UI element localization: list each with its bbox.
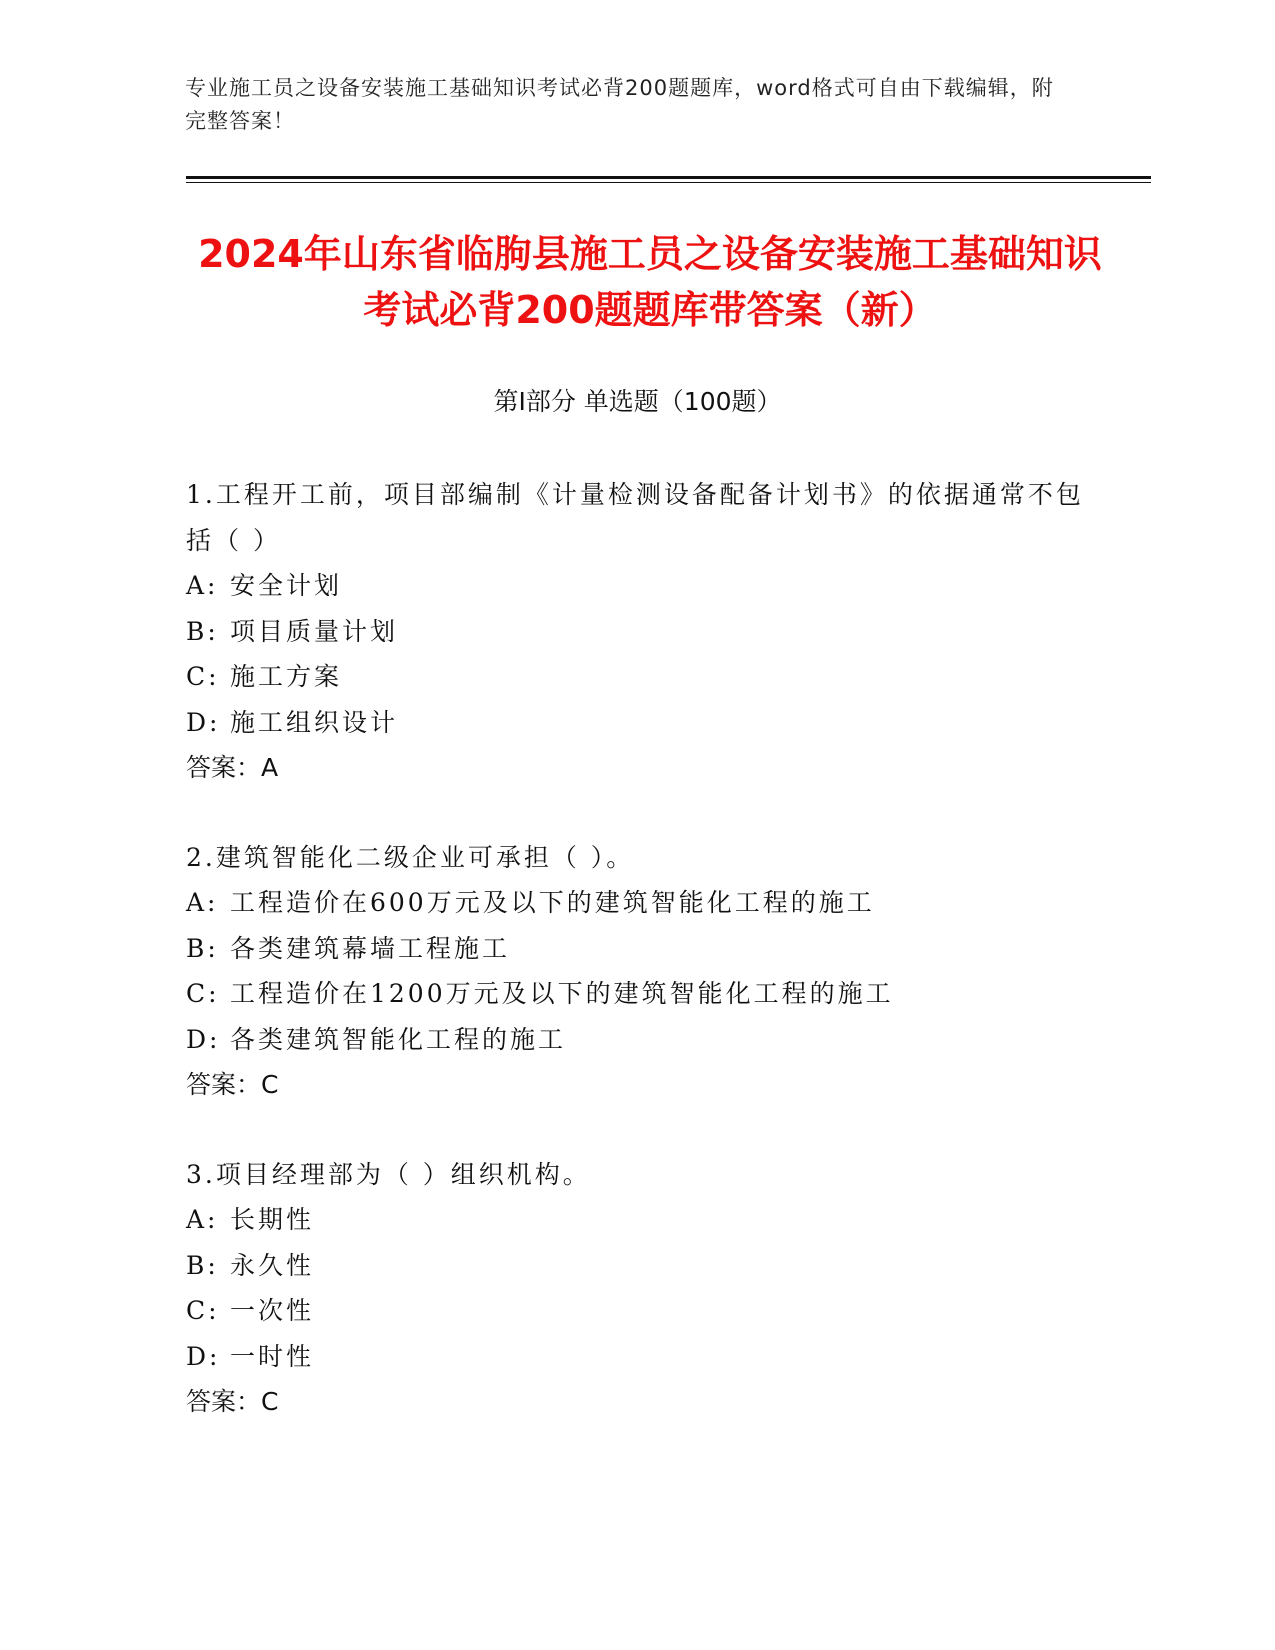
option-b [186,609,1086,655]
option-b [186,926,1086,972]
answer: 答案：C [186,1387,279,1416]
option-key: C: [186,1296,220,1325]
option-d [186,1334,1086,1380]
option-text: 各类建筑智能化工程的施工 [230,1024,567,1054]
section-title: 第Ⅰ部分 单选题（100题） [493,387,782,416]
option-d [186,700,1086,746]
option-text: 安全计划 [230,571,343,600]
option-key: A: [186,888,219,917]
option-d [186,1017,1086,1063]
option-key: C: [186,979,220,1008]
question-3 [186,1152,1086,1425]
header-rule-thin [186,182,1151,183]
question-stem: 2.建筑智能化二级企业可承担（ ）。 [186,842,635,872]
option-text: 长期性 [230,1205,315,1234]
header-rule-thick [186,176,1151,179]
option-a [186,1197,1086,1243]
option-text: 一时性 [230,1341,315,1371]
option-key: D: [186,707,221,737]
option-a [186,880,1086,926]
option-a [186,563,1086,609]
option-key: B: [186,933,219,963]
option-text: 施工方案 [230,662,343,691]
question-stem: 1.工程开工前，项目部编制《计量检测设备配备计划书》的依据通常不包括（ ） [186,480,1084,555]
answer: 答案：A [186,753,279,782]
option-c [186,654,1086,700]
option-c [186,1288,1086,1334]
option-text: 施工组织设计 [230,707,399,737]
option-text: 各类建筑幕墙工程施工 [230,933,511,963]
header-note: 专业施工员之设备安装施工基础知识考试必背200题题库，word格式可自由下载编辑，附完整答案！ [185,76,1054,133]
option-key: B: [186,1250,219,1280]
question-1 [186,472,1086,791]
question-list [186,472,1086,1469]
option-key: B: [186,616,219,646]
option-key: D: [186,1341,221,1371]
option-key: A: [186,571,219,600]
option-text: 工程造价在600万元及以下的建筑智能化工程的施工 [230,888,875,917]
option-key: A: [186,1205,219,1234]
option-b [186,1243,1086,1289]
question-stem: 3.项目经理部为（ ）组织机构。 [186,1159,591,1189]
option-key: D: [186,1024,221,1054]
option-text: 一次性 [230,1296,315,1325]
question-2 [186,835,1086,1108]
option-text: 永久性 [230,1250,315,1280]
document-title: 2024年山东省临朐县施工员之设备安装施工基础知识考试必背200题题库带答案（新） [198,232,1102,332]
option-text: 工程造价在1200万元及以下的建筑智能化工程的施工 [230,979,894,1008]
option-key: C: [186,662,220,691]
answer: 答案：C [186,1070,279,1099]
option-text: 项目质量计划 [230,616,399,646]
option-c [186,971,1086,1017]
